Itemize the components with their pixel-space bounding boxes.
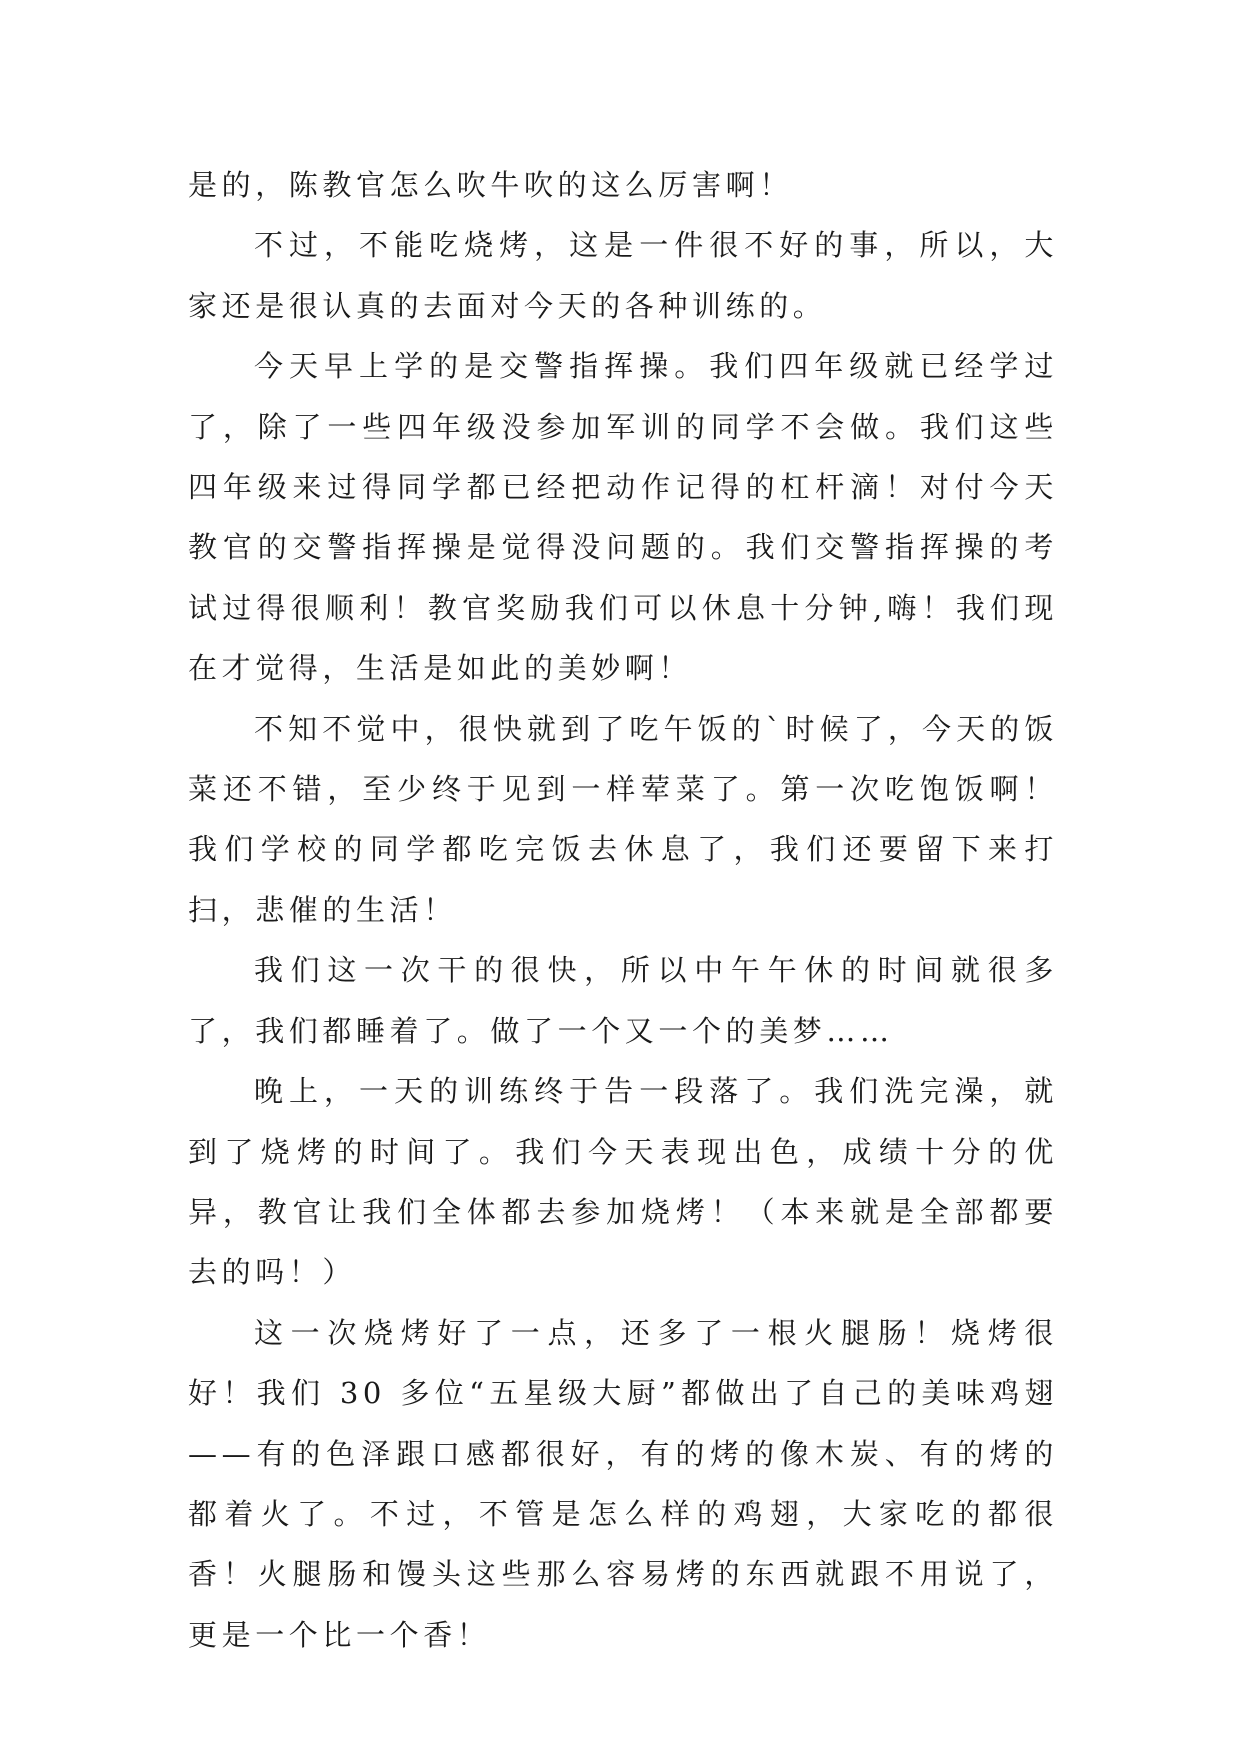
paragraph: 这一次烧烤好了一点，还多了一根火腿肠！烧烤很好！我们 30 多位“五星级大厨”都做出了自己的美味鸡翅——有的色泽跟口感都很好，有的烤的像木炭、有的烤的都着火了。不过，不管是怎么样的鸡翅，大家吃的都很香！火腿肠和馒头这些那么容易烤的东西就跟不用说了，更是一个比一个香！ (188, 1315, 1058, 1652)
paragraph: 不知不觉中，很快就到了吃午饭的`时候了，今天的饭菜还不错，至少终于见到一样荤菜了。第一次吃饱饭啊！我们学校的同学都吃完饭去休息了，我们还要留下来打扫，悲催的生活！ (188, 711, 1058, 927)
paragraph: 不过，不能吃烧烤，这是一件很不好的事，所以，大家还是很认真的去面对今天的各种训练的。 (188, 228, 1058, 323)
paragraph: 我们这一次干的很快，所以中午午休的时间就很多了，我们都睡着了。做了一个又一个的美梦…… (188, 953, 1058, 1048)
paragraph: 晚上，一天的训练终于告一段落了。我们洗完澡，就到了烧烤的时间了。我们今天表现出色，成绩十分的优异，教官让我们全体都去参加烧烤！（本来就是全部都要去的吗！） (188, 1074, 1058, 1290)
document-body (188, 155, 1058, 1665)
paragraph: 是的，陈教官怎么吹牛吹的这么厉害啊！ (188, 168, 793, 202)
paragraph: 今天早上学的是交警指挥操。我们四年级就已经学过了，除了一些四年级没参加军训的同学不会做。我们这些四年级来过得同学都已经把动作记得的杠杆滴！对付今天教官的交警指挥操是觉得没问题的。我们交警指挥操的考试过得很顺利！教官奖励我们可以休息十分钟,嗨！我们现在才觉得，生活是如此的美妙啊！ (188, 349, 1058, 686)
